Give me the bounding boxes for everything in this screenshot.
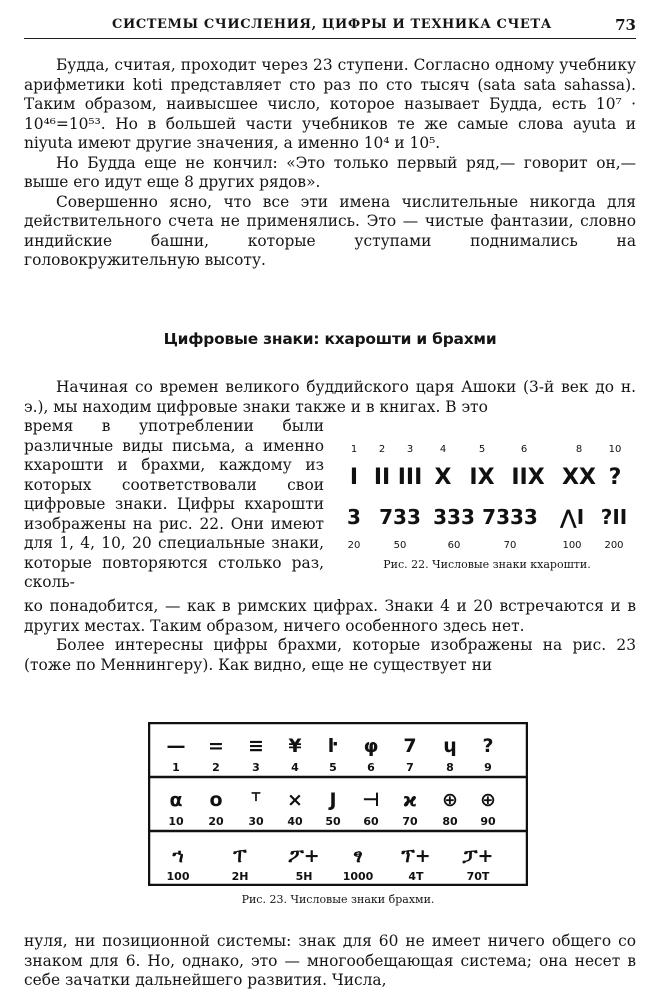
kharoshthi-glyph: ?II (600, 505, 628, 529)
brahmi-glyph: o (209, 789, 223, 811)
brahmi-label: 9 (484, 761, 492, 774)
kharoshthi-glyph: ⋀I (559, 505, 585, 529)
kharoshthi-glyph: III (397, 465, 423, 490)
brahmi-label: 5H (295, 870, 313, 883)
brahmi-label: 90 (480, 815, 496, 828)
kharoshthi-glyph: 733 (379, 505, 421, 529)
brahmi-glyph: ≡ (248, 735, 264, 757)
brahmi-glyph: J (329, 789, 337, 811)
section-title: Цифровые знаки: кхарошти и брахми (163, 330, 497, 348)
brahmi-glyph: ፖ+ (288, 845, 320, 867)
paragraph-kharoshthi-wrap: время в употреблении были различные виды письма, а именно кхарошти и брахми, каждому из которых соответствовали свои цифровые знаки. Цифры кхарошти изображены на рис. 22. Они имеют для 1, 4, 10, 20 специальные знаки, которые повторяются столько раз, сколь- (24, 417, 324, 591)
kharoshthi-numerals-drawing (342, 440, 632, 556)
brahmi-label: 100 (166, 870, 190, 883)
brahmi-glyph: ɥ (443, 735, 457, 757)
brahmi-label: 10 (168, 815, 184, 828)
kharoshthi-top-label: 6 (520, 444, 528, 455)
kharoshthi-top-label: 5 (478, 444, 486, 455)
paragraph-zero: нуля, ни позиционной системы: знак для 60 не имеет ничего общего со знаком для 6. Но, однако, это — многообещающая система; она несет в себе зачатки дальнейшего развития. Числа, (24, 932, 636, 989)
brahmi-label: 70 (402, 815, 418, 828)
brahmi-glyph: ፕ+ (401, 845, 431, 867)
brahmi-label: 3 (252, 761, 260, 774)
brahmi-label: 40 (287, 815, 303, 828)
brahmi-glyph: ፃ (353, 845, 363, 867)
kharoshthi-bottom-label: 70 (503, 540, 517, 551)
brahmi-glyph: = (208, 735, 224, 757)
kharoshthi-top-label: 8 (575, 444, 583, 455)
brahmi-numerals-table (148, 722, 528, 886)
brahmi-label: 30 (248, 815, 264, 828)
brahmi-label: 5 (329, 761, 337, 774)
brahmi-label: 80 (442, 815, 458, 828)
running-header (24, 14, 636, 39)
figure-22-caption: Рис. 22. Числовые знаки кхарошти. (383, 558, 591, 571)
kharoshthi-top-label: 2 (378, 444, 386, 455)
brahmi-label: 4 (291, 761, 299, 774)
figure-kharoshthi (342, 440, 632, 580)
kharoshthi-bottom-label: 200 (604, 540, 624, 551)
brahmi-glyph: ኀ (172, 845, 184, 867)
header-title: СИСТЕМЫ СЧИСЛЕНИЯ, ЦИФРЫ И ТЕХНИКА СЧЕТА (112, 17, 552, 32)
brahmi-glyph: α (169, 789, 183, 811)
paragraph-buddha-count: Будда, считая, проходит через 23 ступени. Согласно одному учебнику арифметики koti представляет сто раз по сто тысяч (sata sata sahassa). Таким образом, наивысшее число, которое называет Будда, есть 10⁷ · 10⁴⁶=10⁵³. Но в большей части учебников те же самые слова ayuta и niyuta имеют другие значения, а именно 10⁴ и 10⁵. (24, 56, 636, 152)
brahmi-label: 2H (231, 870, 249, 883)
kharoshthi-glyph: 3 (347, 505, 361, 529)
brahmi-glyph: ŀ (327, 735, 339, 757)
brahmi-glyph: ፓ+ (462, 845, 494, 867)
brahmi-glyph: ? (482, 735, 494, 757)
kharoshthi-glyph: I (349, 465, 359, 490)
brahmi-label: 1000 (342, 870, 374, 883)
kharoshthi-glyph: ? (608, 465, 622, 490)
figure-brahmi (148, 722, 528, 886)
kharoshthi-glyph: II (373, 465, 391, 490)
brahmi-glyph: ¥ (288, 735, 302, 757)
kharoshthi-top-label: 4 (439, 444, 447, 455)
brahmi-glyph: — (166, 735, 186, 757)
kharoshthi-glyph: XX (562, 465, 596, 490)
brahmi-label: 4T (408, 870, 424, 883)
closing-text (24, 932, 636, 991)
kharoshthi-glyph: 7333 (482, 505, 538, 529)
kharoshthi-text-continued (24, 597, 636, 675)
brahmi-glyph: ⊕ (442, 789, 458, 811)
brahmi-glyph: × (287, 789, 303, 811)
intro-text (24, 56, 636, 271)
kharoshthi-glyph: IIX (511, 465, 545, 490)
kharoshthi-bottom-label: 50 (393, 540, 407, 551)
kharoshthi-top-label: 3 (406, 444, 414, 455)
brahmi-glyph: ϰ (402, 789, 418, 811)
kharoshthi-bottom-label: 60 (447, 540, 461, 551)
brahmi-label: 60 (363, 815, 379, 828)
page-number: 73 (615, 16, 636, 34)
paragraph-brahmi: Более интересны цифры брахми, которые изображены на рис. 23 (тоже по Меннингеру). Как видно, еще не существует ни (24, 636, 636, 674)
kharoshthi-glyph: X (434, 465, 452, 490)
brahmi-label: 20 (208, 815, 224, 828)
kharoshthi-glyph: 333 (433, 505, 475, 529)
figure-23-caption: Рис. 23. Числовые знаки брахми. (241, 893, 435, 906)
brahmi-label: 6 (367, 761, 375, 774)
brahmi-label: 7 (406, 761, 414, 774)
kharoshthi-bottom-label: 100 (562, 540, 582, 551)
brahmi-label: 8 (446, 761, 454, 774)
brahmi-glyph: ⸆ (251, 789, 261, 811)
brahmi-label: 70T (466, 870, 490, 883)
paragraph-fantasies: Совершенно ясно, что все эти имена числительные никогда для действительного счета не применялись. Это — чистые фантазии, словно индийские башни, которые уступами поднимались на головокружительную высоту. (24, 192, 636, 269)
paragraph-roman-like: ко понадобится, — как в римских цифрах. Знаки 4 и 20 встречаются и в других местах. Таким образом, ничего особенного здесь нет. (24, 597, 636, 635)
brahmi-glyph: 7 (403, 735, 417, 757)
paragraph-ashoka: Начиная со времен великого буддийского царя Ашоки (3-й век до н. э.), мы находим цифровые знаки также и в книгах. В это (24, 378, 636, 416)
brahmi-glyph: ፐ (233, 845, 247, 867)
brahmi-glyph: φ (363, 735, 379, 757)
kharoshthi-bottom-label: 20 (347, 540, 361, 551)
brahmi-label: 2 (212, 761, 220, 774)
brahmi-label: 50 (325, 815, 341, 828)
brahmi-glyph: ⊣ (362, 789, 380, 811)
kharoshthi-top-label: 1 (350, 444, 358, 455)
paragraph-first-row: Но Будда еще не кончил: «Это только первый ряд,— говорит он,— выше его идут еще 8 других рядов». (24, 153, 636, 191)
brahmi-glyph: ⊕ (480, 789, 496, 811)
kharoshthi-glyph: IX (469, 465, 495, 490)
brahmi-label: 1 (172, 761, 180, 774)
kharoshthi-top-label: 10 (608, 444, 622, 455)
